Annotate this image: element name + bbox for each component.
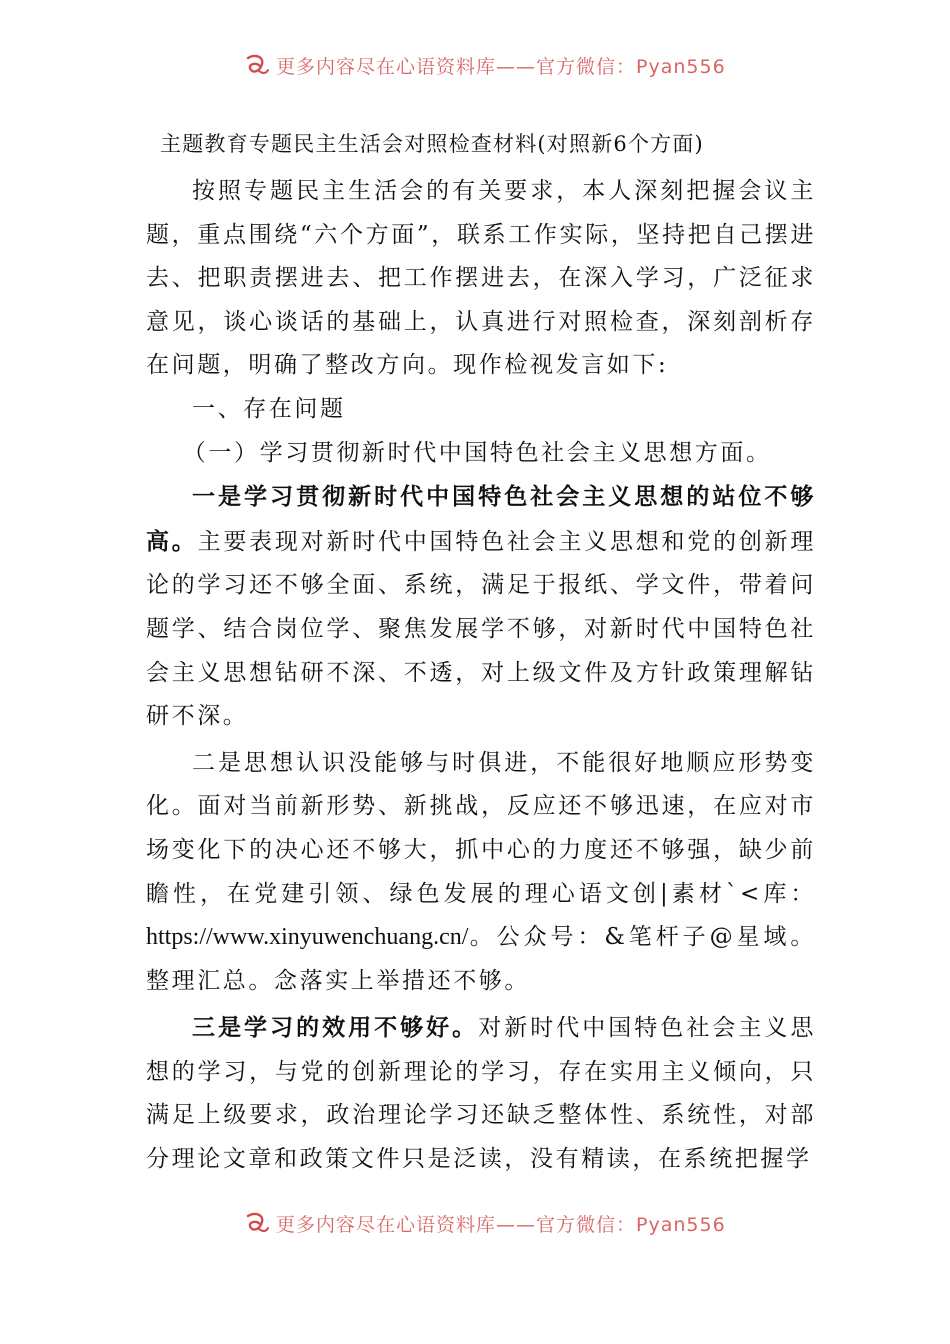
intro-paragraph: 按照专题民主生活会的有关要求，本人深刻把握会议主题，重点围绕“六个方面”，联系工作实际，坚持把自己摆进去、把职责摆进去、把工作摆进去，在深入学习，广泛征求意见，谈心谈话的基础上，认真进行对照检查，深刻剖析存在问题，明确了整改方向。现作检视发言如下: bbox=[146, 178, 816, 379]
document-title: 主题教育专题民主生活会对照检查材料(对照新6个方面) bbox=[160, 132, 704, 156]
subsection-heading: （一）学习贯彻新时代中国特色社会主义思想方面。 bbox=[182, 439, 772, 466]
paragraph-1-lead: 一是学习贯彻新时代中国特色社会主义思想的站位不够高。 bbox=[146, 483, 816, 555]
logo-icon bbox=[244, 1210, 270, 1236]
header-watermark bbox=[0, 52, 950, 82]
paragraph-3 bbox=[146, 1006, 816, 1181]
paragraph-1 bbox=[146, 475, 816, 739]
paragraph-3-lead: 三是学习的效用不够好。 bbox=[192, 1014, 479, 1042]
logo-icon bbox=[244, 52, 270, 78]
paragraph-2-url: https://www.xinyuwenchuang.cn/ bbox=[146, 924, 469, 951]
paragraph-2-text-b: 。公众号：&笔杆子@星域。整理汇总。念落实上举措还不够。 bbox=[146, 924, 816, 994]
paragraph-2 bbox=[146, 742, 816, 1004]
paragraph-1-text: 主要表现对新时代中国特色社会主义思想和党的创新理论的学习还不够全面、系统，满足于报纸、学文件，带着问题学、结合岗位学、聚焦发展学不够，对新时代中国特色社会主义思想钻研不深、不透，对上级文件及方针政策理解钻研不深。 bbox=[146, 528, 817, 730]
watermark-text: 更多内容尽在心语资料库——官方微信：Pyan556 bbox=[276, 55, 726, 78]
paragraph-3-text: 对新时代中国特色社会主义思想的学习，与党的创新理论的学习，存在实用主义倾向，只满足上级要求，政治理论学习还缺乏整体性、系统性，对部分理论文章和政策文件只是泛读，没有精读，在系统把握学 bbox=[146, 1015, 816, 1173]
watermark-text: 更多内容尽在心语资料库——官方微信：Pyan556 bbox=[276, 1213, 726, 1236]
section-heading: 一、存在问题 bbox=[192, 395, 346, 422]
paragraph-2-text-a: 二是思想认识没能够与时俱进，不能很好地顺应形势变化。面对当前新形势、新挑战，反应还不够迅速，在应对市场变化下的决心还不够大，抓中心的力度还不够强，缺少前瞻性，在党建引领、绿色发展的理心语文创|素材`<库： bbox=[146, 749, 816, 907]
footer-watermark bbox=[0, 1210, 950, 1240]
document-body bbox=[146, 170, 816, 1182]
